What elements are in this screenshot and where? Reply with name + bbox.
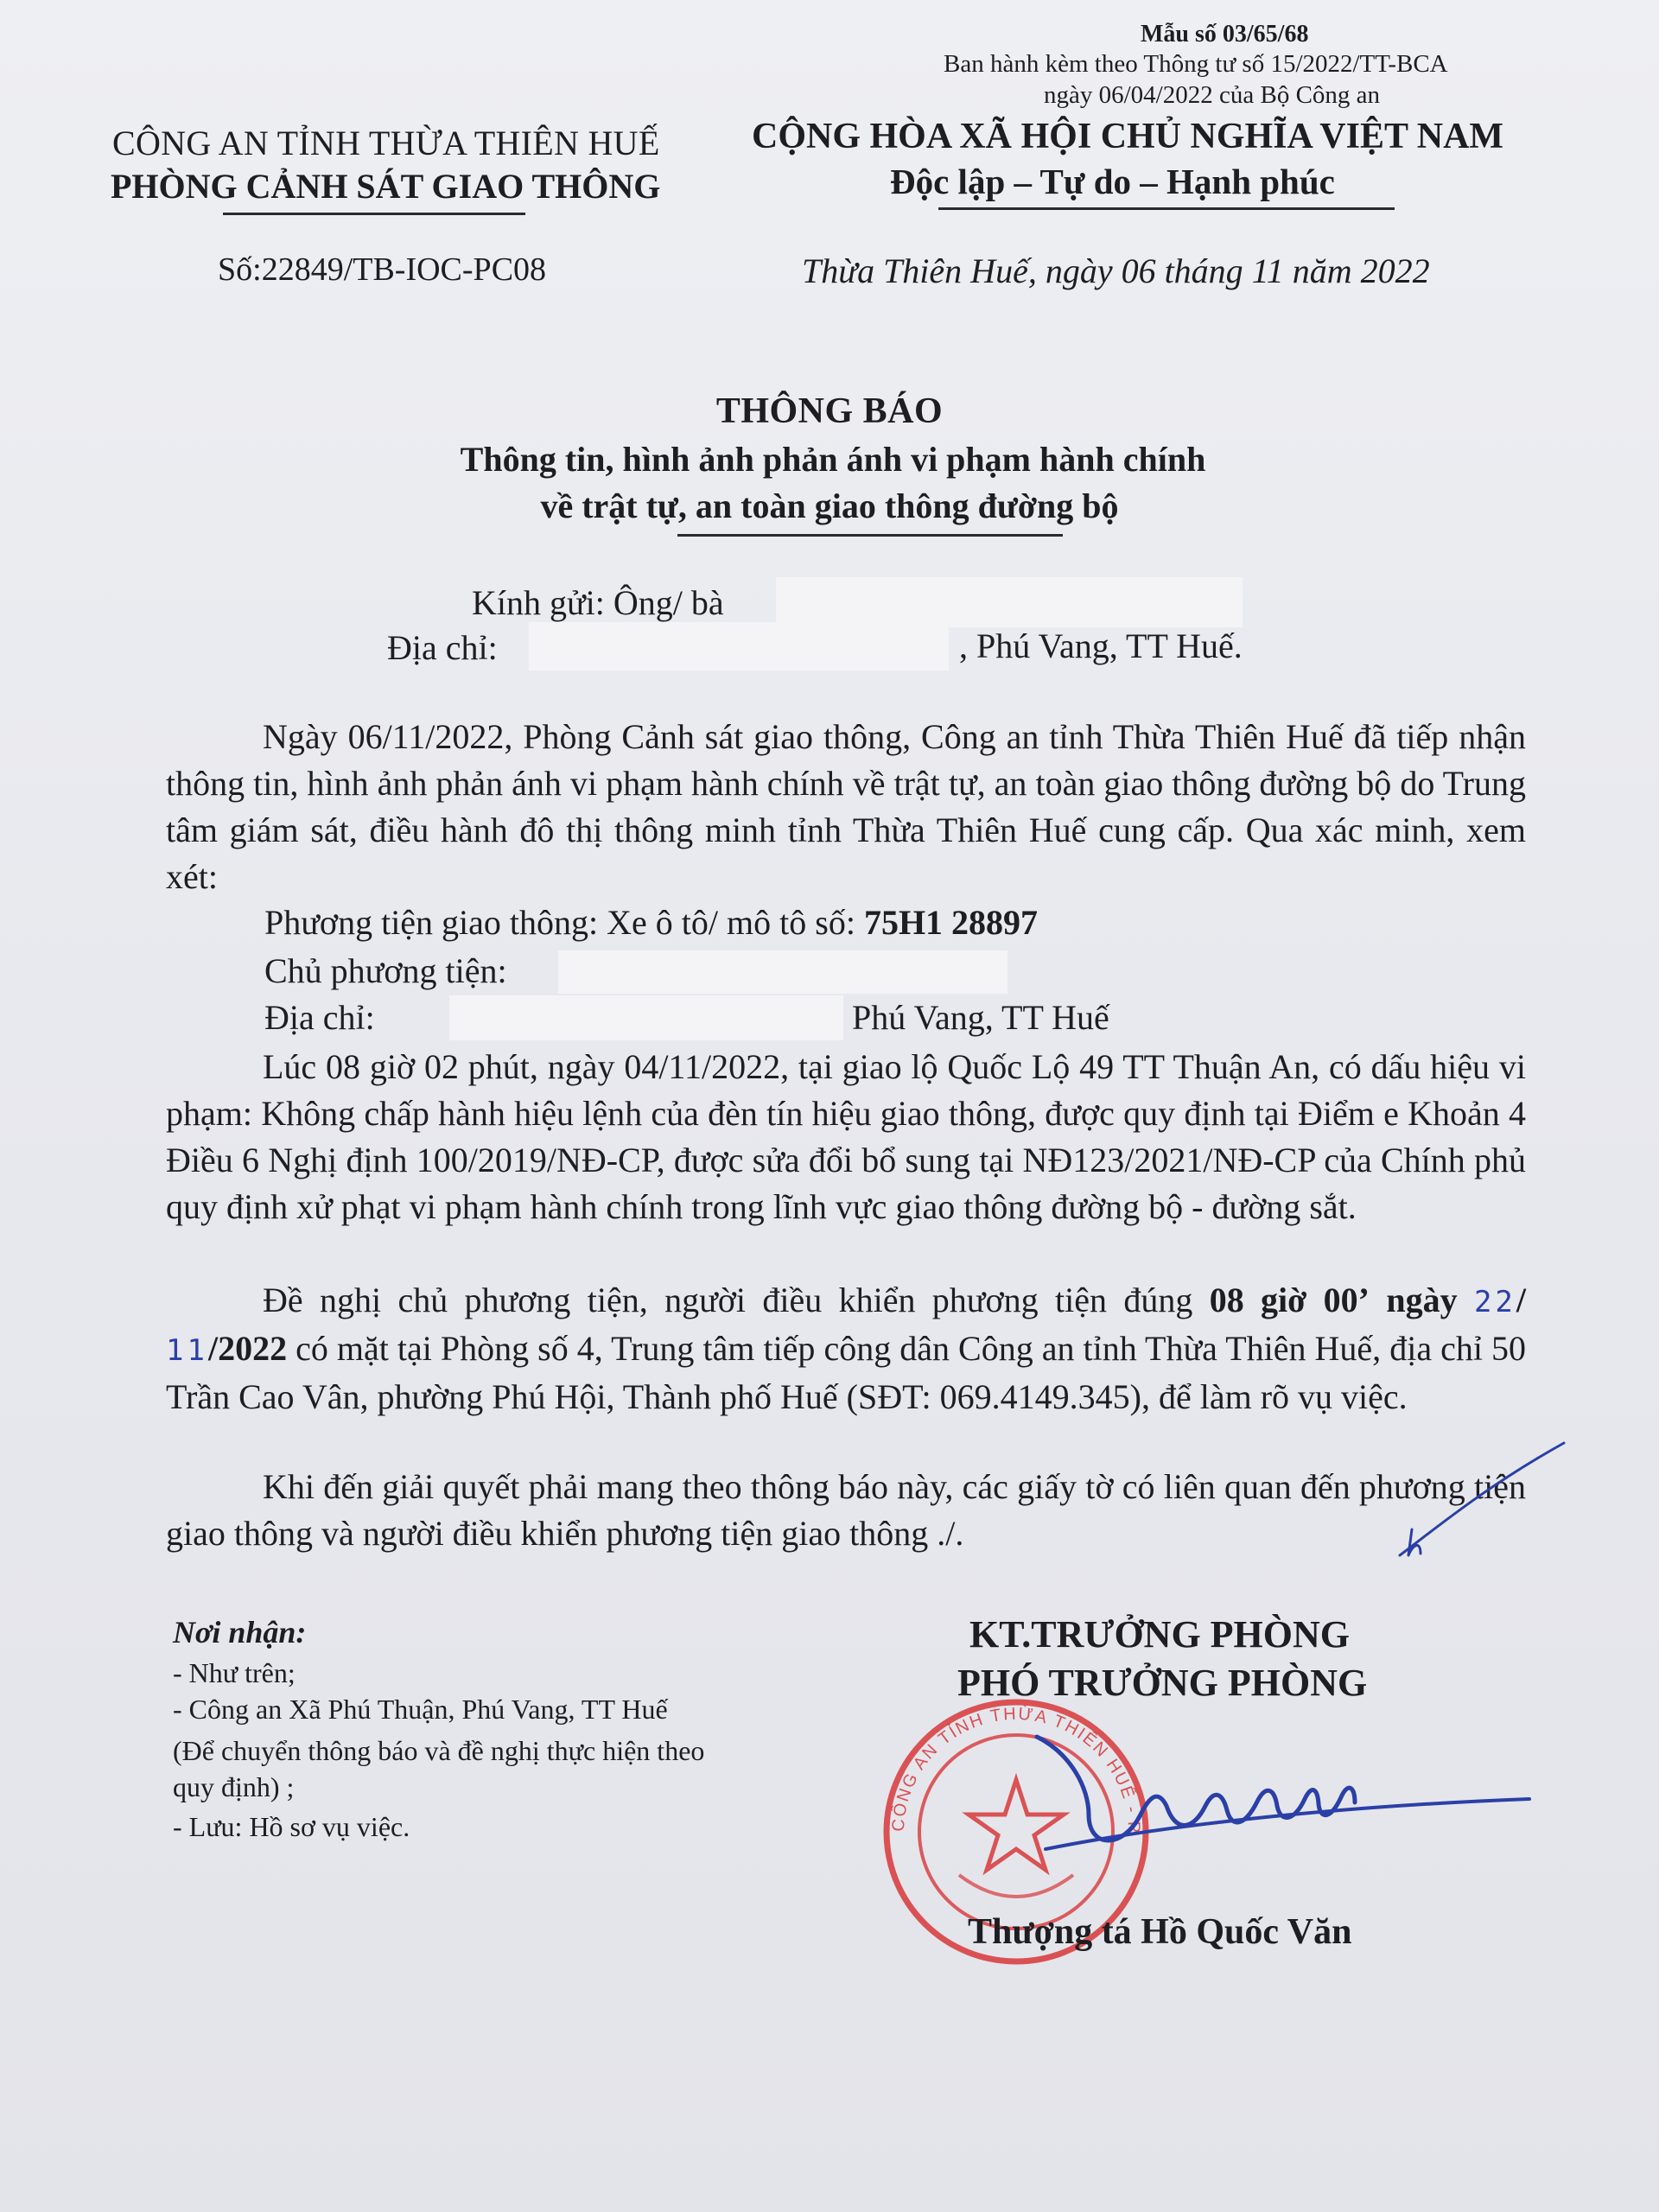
stamp-text: CÔNG AN TỈNH THỪA THIÊN HUẾ - PHÒNG CẢNH SÁT GIAO THÔNG	[856, 1679, 1144, 1835]
signature-title-1: KT.TRƯỞNG PHÒNG	[969, 1613, 1350, 1656]
document-number: Số:22849/TB-IOC-PC08	[218, 251, 547, 288]
document-subtitle-2: về trật tự, an toàn giao thông đường bộ	[540, 486, 1119, 525]
document-title: THÔNG BÁO	[715, 391, 944, 431]
summons-day-label: ngày	[1386, 1281, 1458, 1319]
addressee-address-tail: , Phú Vang, TT Huế.	[959, 626, 1243, 665]
recipient-item: - Như trên;	[173, 1657, 296, 1688]
agency-parent: CÔNG AN TỈNH THỪA THIÊN HUẾ	[112, 124, 660, 162]
summons-text-b: có mặt tại Phòng số 4, Trung tâm tiếp công dân Công an tỉnh Thừa Thiên Huế, địa chỉ 50 Trần Cao Vân, phường Phú Hội, Thành phố Huế (SĐT: 069.4149.345), để làm rõ vụ việc.	[166, 1329, 1526, 1416]
summons-text-a: Đề nghị chủ phương tiện, người điều khiển phương tiện đúng	[263, 1281, 1210, 1319]
recipient-item: - Lưu: Hồ sơ vụ việc.	[173, 1811, 410, 1842]
paragraph-summons: Đề nghị chủ phương tiện, người điều khiển phương tiện đúng 08 giờ 00’ ngày 22/ 11/2022 có mặt tại Phòng số 4, Trung tâm tiếp công dân Công an tỉnh Thừa Thiên Huế, địa chỉ 50 Trần Cao Vân, phường Phú Hội, Thành phố Huế (SĐT: 069.4149.345), để làm rõ vụ việc.	[166, 1281, 1527, 1416]
recipient-item: - Công an Xã Phú Thuận, Phú Vang, TT Huế	[173, 1694, 668, 1725]
owner-address-tail: Phú Vang, TT Huế	[852, 998, 1109, 1037]
redaction-owner-address	[449, 995, 843, 1040]
handwritten-signature	[1020, 1719, 1555, 1910]
national-motto: Độc lập – Tự do – Hạnh phúc	[890, 162, 1335, 201]
vehicle-line	[264, 902, 1038, 943]
recipient-item: quy định) ;	[173, 1771, 295, 1802]
owner-label: Chủ phương tiện:	[264, 951, 507, 990]
recipient-item: (Để chuyển thông báo và đề nghị thực hiện theo	[173, 1735, 705, 1766]
subtitle-underline	[677, 534, 1063, 537]
addressee-greeting: Kính gửi: Ông/ bà	[472, 583, 724, 622]
vehicle-plate: 75H1 28897	[863, 903, 1039, 942]
redaction-owner-name	[558, 950, 1007, 994]
signature-title-2: PHÓ TRƯỞNG PHÒNG	[957, 1662, 1368, 1704]
issued-by-line-1: Ban hành kèm theo Thông tư số 15/2022/TT-BCA	[944, 50, 1448, 78]
agency-underline	[223, 213, 525, 215]
summons-year: /2022	[207, 1329, 288, 1368]
summons-time: 08 giờ 00’	[1209, 1281, 1370, 1319]
summons-month-handwritten: 11	[166, 1333, 208, 1368]
paragraph-instructions: Khi đến giải quyết phải mang theo thông báo này, các giấy tờ có liên quan đến phương tiện giao thông và người điều khiển phương tiện giao thông ./.	[166, 1467, 1526, 1553]
signatory-name: Thượng tá Hồ Quốc Văn	[968, 1912, 1352, 1952]
redaction-addressee-address	[529, 622, 949, 671]
national-underline	[938, 207, 1395, 210]
form-code: Mẫu số 03/65/68	[1141, 21, 1309, 48]
place-and-date: Thừa Thiên Huế, ngày 06 tháng 11 năm 2022	[802, 251, 1430, 290]
redaction-addressee-name	[776, 577, 1243, 627]
paragraph-receipt: Ngày 06/11/2022, Phòng Cảnh sát giao thông, Công an tỉnh Thừa Thiên Huế đã tiếp nhận thông tin, hình ảnh phản ánh vi phạm hành chính về trật tự, an toàn giao thông đường bộ do Trung tâm giám sát, điều hành đô thị thông minh tỉnh Thừa Thiên Huế cung cấp. Qua xác minh, xem xét:	[166, 717, 1526, 896]
vehicle-label: Phương tiện giao thông: Xe ô tô/ mô tô số:	[264, 903, 864, 942]
addressee-address-label: Địa chỉ:	[387, 628, 498, 667]
document-subtitle-1: Thông tin, hình ảnh phản ánh vi phạm hành chính	[460, 440, 1206, 479]
issued-by-line-2: ngày 06/04/2022 của Bộ Công an	[1044, 81, 1381, 109]
paragraph-violation: Lúc 08 giờ 02 phút, ngày 04/11/2022, tại giao lộ Quốc Lộ 49 TT Thuận An, có dấu hiệu vi phạm: Không chấp hành hiệu lệnh của đèn tín hiệu giao thông, được quy định tại Điểm e Khoản 4 Điều 6 Nghị định 100/2019/NĐ-CP, được sửa đổi bổ sung tại NĐ123/2021/NĐ-CP của Chính phủ quy định xử phạt vi phạm hành chính trong lĩnh vực giao thông đường bộ - đường sắt.	[166, 1047, 1526, 1226]
recipients-title: Nơi nhận:	[173, 1615, 307, 1649]
owner-address-label: Địa chỉ:	[264, 998, 375, 1037]
pen-initial-mark	[1382, 1434, 1573, 1573]
summons-day-handwritten: 22	[1473, 1285, 1516, 1319]
national-title: CỘNG HÒA XÃ HỘI CHỦ NGHĨA VIỆT NAM	[752, 117, 1504, 156]
agency-department: PHÒNG CẢNH SÁT GIAO THÔNG	[111, 167, 661, 206]
